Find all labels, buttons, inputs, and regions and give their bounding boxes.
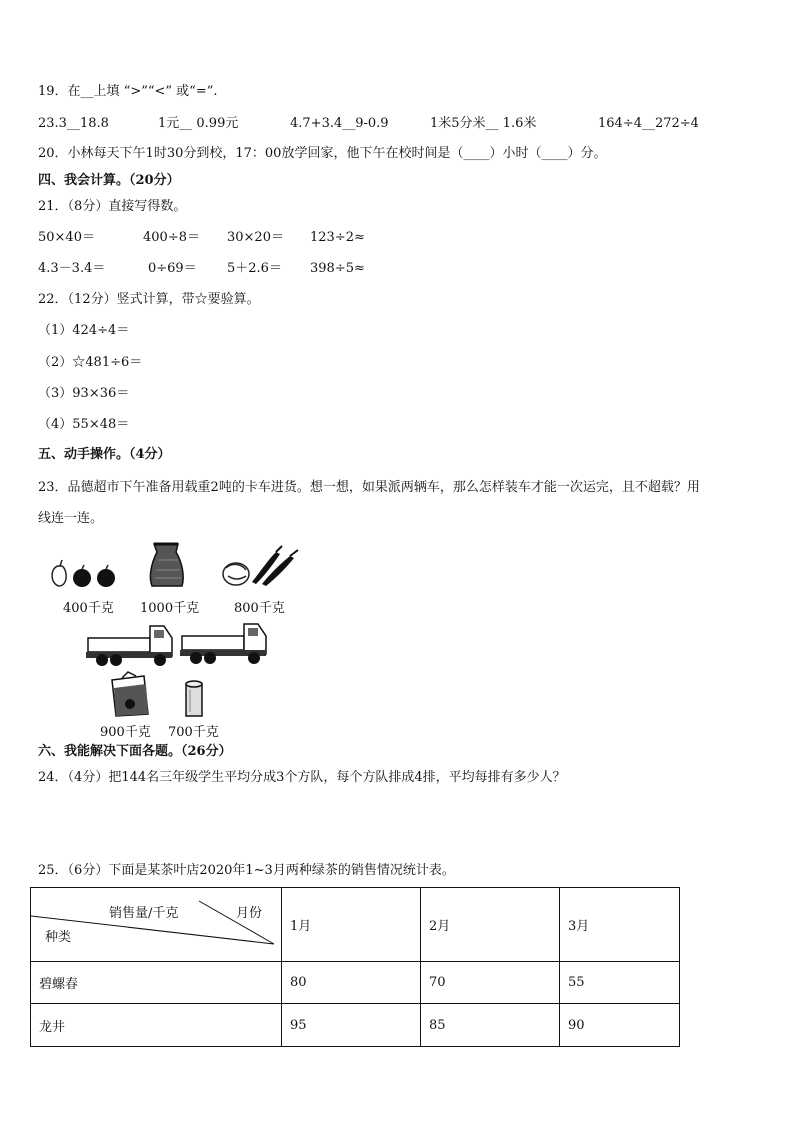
q22-item-2: （2）☆481÷6＝	[38, 355, 143, 370]
cell-value: 70	[421, 962, 560, 1004]
table-row	[31, 1004, 680, 1047]
cell-value: 95	[282, 1004, 421, 1047]
cell-value: 90	[560, 1004, 680, 1047]
q21-r2-c3: 5＋2.6＝	[227, 261, 282, 276]
table-row	[31, 962, 680, 1004]
weight-label-sack: 1000千克	[140, 601, 200, 616]
header-month-1: 1月	[282, 888, 421, 962]
q21-r1-c3: 30×20＝	[227, 230, 284, 245]
truck-icon-2	[180, 624, 266, 664]
q22-item-1: （1）424÷4＝	[38, 323, 130, 338]
q23-illustration	[40, 538, 320, 738]
q22-item-3: （3）93×36＝	[38, 386, 130, 401]
header-month-3: 3月	[560, 888, 680, 962]
q22-title: 22．（12分）竖式计算，带☆要验算。	[38, 292, 260, 307]
q22-item-4: （4）55×48＝	[38, 417, 130, 432]
q21-title: 21．（8分）直接写得数。	[38, 199, 187, 214]
fruit-icon	[52, 560, 115, 587]
cell-value: 55	[560, 962, 680, 1004]
q21-r2-c2: 0÷69＝	[148, 261, 197, 276]
sack-icon	[150, 544, 183, 586]
weight-label-bag: 900千克	[100, 725, 151, 740]
q25-title: 25．（6分）下面是某茶叶店2020年1~3月两种绿茶的销售情况统计表。	[38, 863, 455, 878]
q21-r1-c2: 400÷8＝	[143, 230, 200, 245]
q24-text: 24．（4分）把144名三年级学生平均分成3个方队，每个方队排成4排，平均每排有多少人？	[38, 770, 566, 785]
cell-value: 85	[421, 1004, 560, 1047]
corner-diagonal	[31, 888, 281, 961]
q23-line-2: 线连一连。	[38, 511, 104, 526]
q19-item-5: 164÷4__272÷4	[598, 116, 699, 131]
truck-icon-1	[86, 626, 172, 666]
q23-line-1: 23．品德超市下午准备用载重2吨的卡车进货。想一想，如果派两辆车，那么怎样装车才能一次运完，且不超载？用	[38, 480, 700, 495]
q21-r2-c1: 4.3－3.4＝	[38, 261, 106, 276]
corner-label-month: 月份	[236, 906, 263, 921]
q20-text: 20．小林每天下午1时30分到校，17：00放学回家，他下午在校时间是（____）小时（____）分。	[38, 146, 607, 161]
q19-item-2: 1元__ 0.99元	[158, 116, 239, 131]
section-4-heading: 四、我会计算。（20分）	[38, 173, 180, 188]
q19-intro: 19．在__上填 “>”“<” 或“=”.	[38, 84, 218, 99]
q21-r1-c1: 50×40＝	[38, 230, 95, 245]
corner-label-type: 种类	[45, 930, 72, 945]
q19-item-4: 1米5分米__ 1.6米	[430, 116, 537, 131]
q19-item-1: 23.3__18.8	[38, 116, 109, 131]
bag-icon	[112, 672, 148, 716]
weight-label-vegetables: 800千克	[234, 601, 285, 616]
row-name: 碧螺春	[31, 962, 282, 1004]
sales-table	[30, 887, 680, 1047]
cell-value: 80	[282, 962, 421, 1004]
q21-r1-c4: 123÷2≈	[310, 230, 365, 245]
section-5-heading: 五、动手操作。（4分）	[38, 447, 171, 462]
vegetables-icon	[223, 546, 298, 586]
q21-r2-c4: 398÷5≈	[310, 261, 365, 276]
table-header-row	[31, 888, 680, 962]
table-corner-cell	[31, 888, 282, 962]
weight-label-can: 700千克	[168, 725, 219, 740]
can-icon	[186, 681, 202, 716]
corner-label-sales: 销售量/千克	[109, 906, 179, 921]
row-name: 龙井	[31, 1004, 282, 1047]
header-month-2: 2月	[421, 888, 560, 962]
weight-label-fruit: 400千克	[63, 601, 114, 616]
q19-item-3: 4.7+3.4__9-0.9	[290, 116, 389, 131]
section-6-heading: 六、我能解决下面各题。（26分）	[38, 744, 232, 759]
